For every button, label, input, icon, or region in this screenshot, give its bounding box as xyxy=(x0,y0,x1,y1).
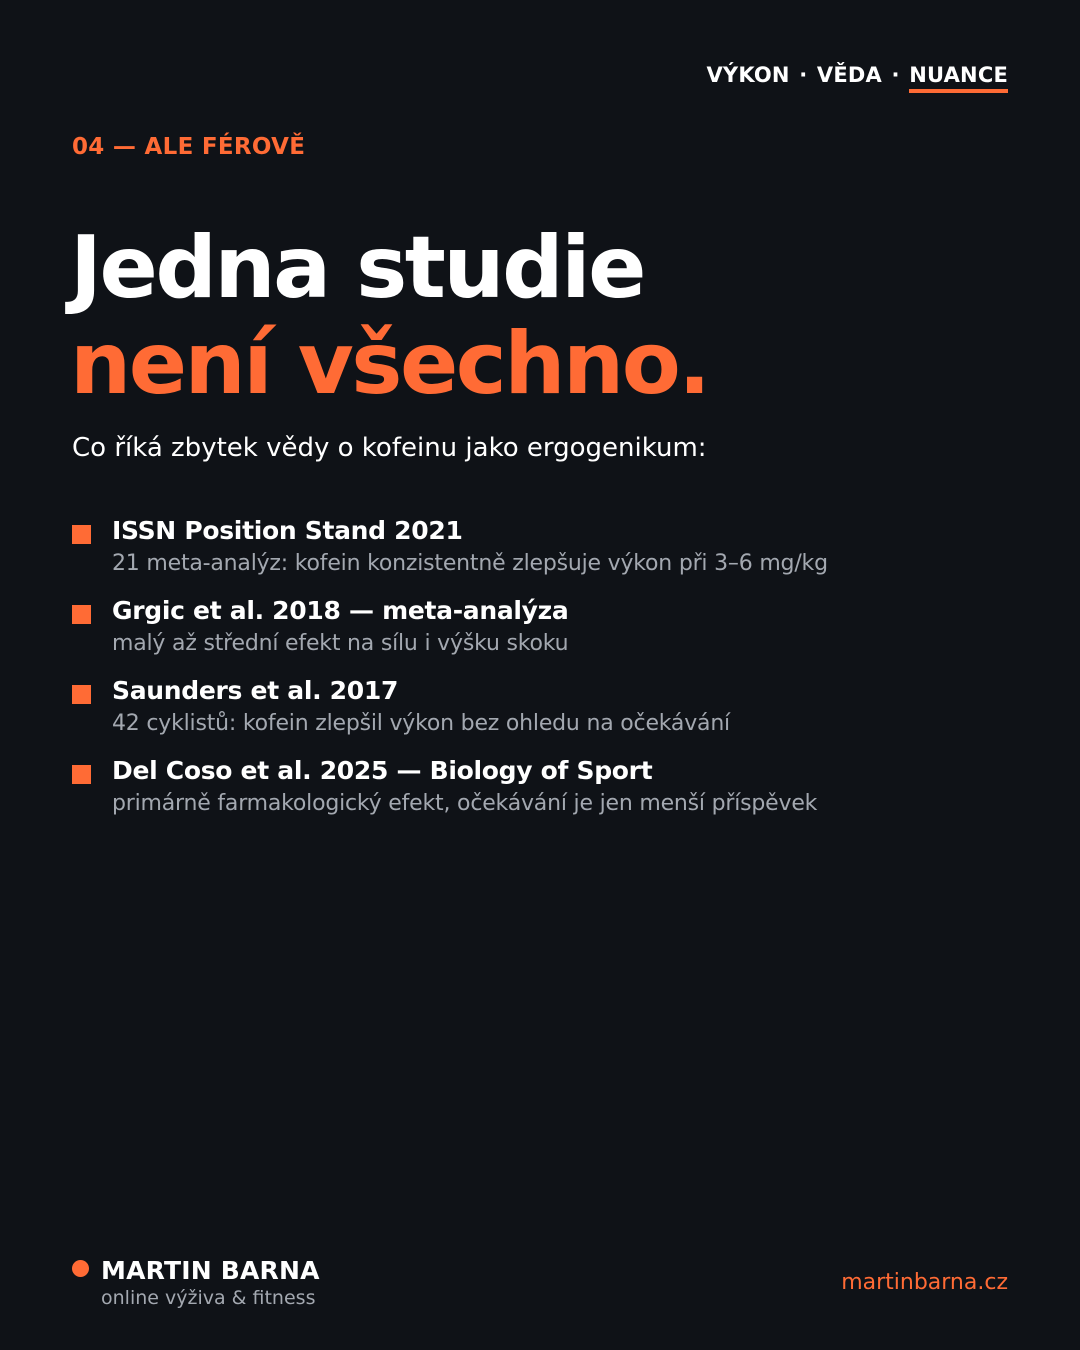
headline-line-2: není všechno. xyxy=(70,314,709,414)
reference-title: ISSN Position Stand 2021 xyxy=(112,516,463,545)
tagline xyxy=(706,62,1008,93)
reference-title: Grgic et al. 2018 — meta-analýza xyxy=(112,596,569,625)
reference-list xyxy=(72,514,1012,834)
brand-name: MARTIN BARNA xyxy=(101,1256,320,1285)
reference-item xyxy=(72,674,1012,754)
section-label: 04 — ALE FÉROVĚ xyxy=(72,134,306,160)
reference-description: 21 meta-analýz: kofein konzistentně zlepšuje výkon při 3–6 mg/kg xyxy=(112,551,828,576)
tagline-separator: · xyxy=(799,63,808,87)
brand-tagline: online výživa & fitness xyxy=(101,1287,316,1309)
tagline-word-vykon: VÝKON xyxy=(706,63,790,87)
tagline-separator: · xyxy=(891,63,900,87)
subtitle: Co říká zbytek vědy o kofeinu jako ergogenikum: xyxy=(72,433,707,463)
square-bullet-icon xyxy=(72,525,91,544)
reference-title: Saunders et al. 2017 xyxy=(112,676,399,705)
reference-description: 42 cyklistů: kofein zlepšil výkon bez ohledu na očekávání xyxy=(112,711,730,736)
reference-item xyxy=(72,594,1012,674)
square-bullet-icon xyxy=(72,765,91,784)
reference-title: Del Coso et al. 2025 — Biology of Sport xyxy=(112,756,653,785)
reference-item xyxy=(72,754,1012,834)
square-bullet-icon xyxy=(72,685,91,704)
reference-description: malý až střední efekt na sílu i výšku skoku xyxy=(112,631,569,656)
headline-line-1: Jedna studie xyxy=(70,218,644,318)
website-link[interactable]: martinbarna.cz xyxy=(841,1270,1008,1295)
headline xyxy=(70,220,708,412)
tagline-word-nuance: NUANCE xyxy=(909,62,1008,93)
reference-item xyxy=(72,514,1012,594)
brand-dot-icon xyxy=(72,1260,89,1277)
tagline-word-veda: VĚDA xyxy=(816,63,882,87)
square-bullet-icon xyxy=(72,605,91,624)
reference-description: primárně farmakologický efekt, očekávání je jen menší příspěvek xyxy=(112,791,818,816)
